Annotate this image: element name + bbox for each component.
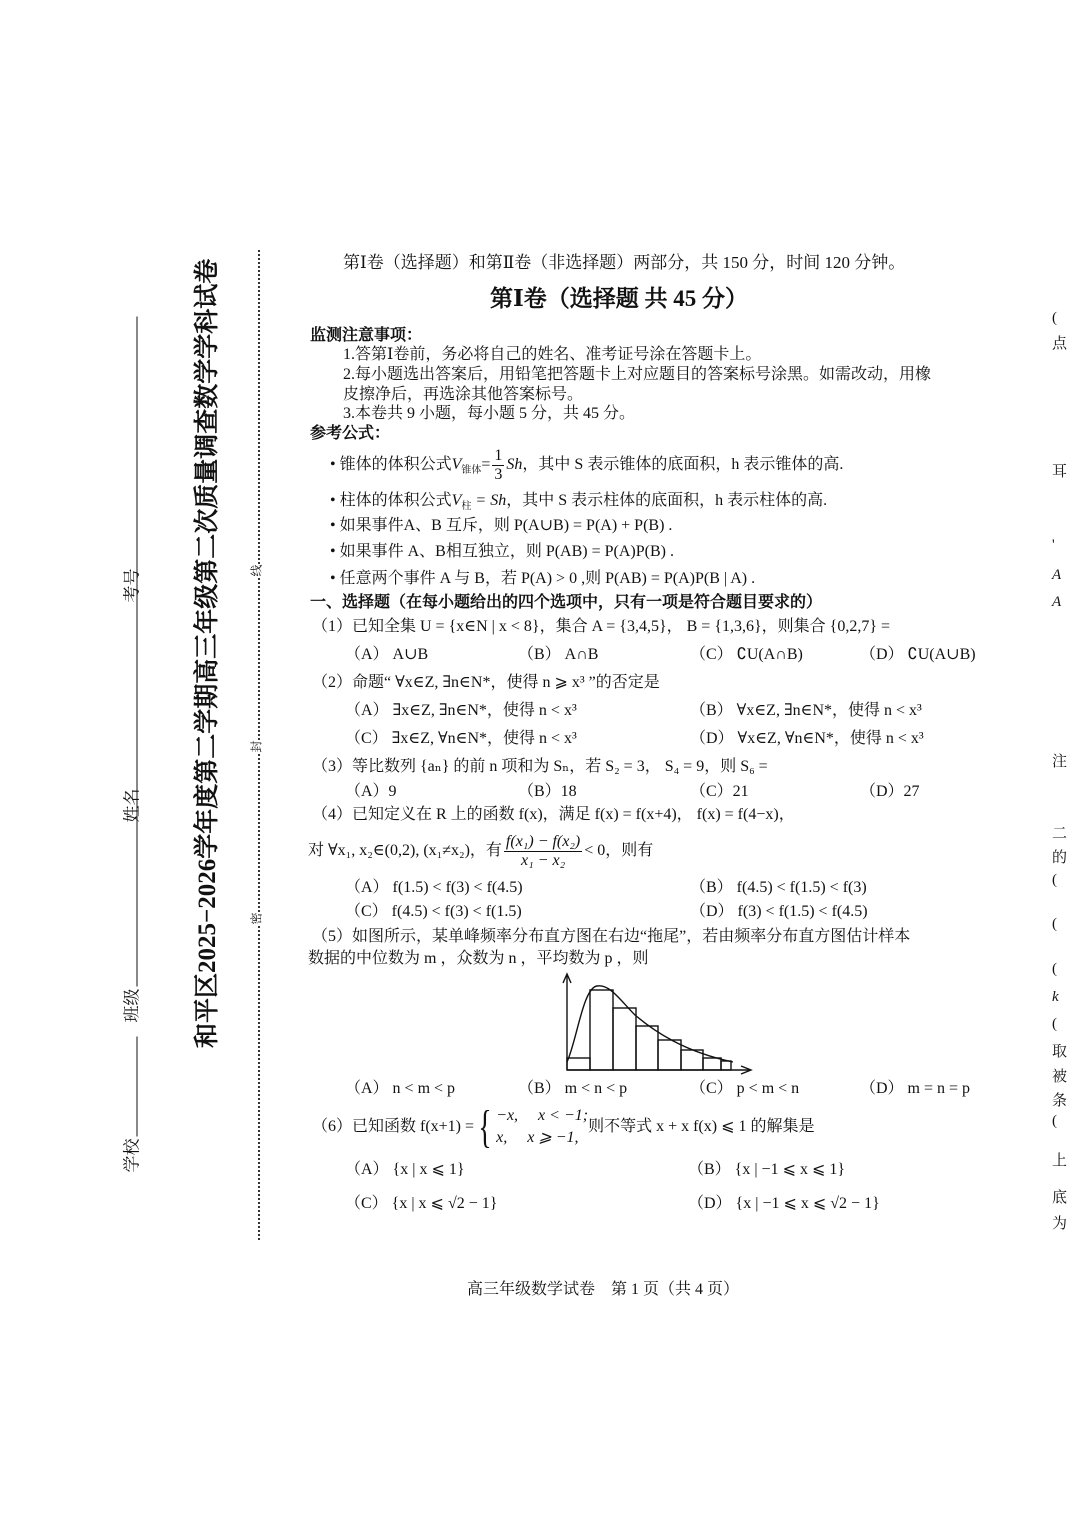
q3-option-d[interactable]: （D）27	[860, 783, 920, 800]
formulas-heading: 参考公式：	[310, 425, 391, 442]
fragment: (	[1052, 961, 1057, 977]
fragment: 被	[1052, 1069, 1068, 1085]
piecewise	[474, 1101, 589, 1153]
formula-text: ，其中 S 表示锥体的底面积，h 表示锥体的高.	[522, 456, 844, 473]
q2-option-a[interactable]: （A） ∃x∈Z, ∃n∈N*，使得 n < x³	[345, 702, 577, 719]
fragment: 耳	[1052, 464, 1068, 480]
q5-option-b[interactable]: （B） m < n < p	[518, 1080, 628, 1097]
q3-option-b[interactable]: （B）18	[518, 783, 577, 800]
q4-condition-text: < 0，则有	[584, 842, 654, 859]
formula-prism-volume	[330, 491, 827, 511]
q3-stem: （3）等比数列 {aₙ} 的前 n 项和为 Sₙ，若 S₂ = 3， S₄ = 9，则 S₆ =	[312, 758, 768, 775]
section-heading: 一、选择题（在每小题给出的四个选项中，只有一项是符合题目要求的）	[310, 594, 823, 611]
q6-stem-text: （6）已知函数 f(x+1) =	[312, 1118, 475, 1135]
q1-stem: （1）已知全集 U = {x∈N | x < 8}，集合 A = {3,4,5}， B = {1,3,6}，则集合 {0,2,7} =	[312, 618, 891, 635]
denominator: x₁ − x₂	[521, 851, 566, 869]
field-label: 姓名	[122, 788, 142, 823]
field-exam-number	[118, 303, 143, 603]
q5-option-d[interactable]: （D） m = n = p	[860, 1080, 971, 1097]
q5-stem-2: 数据的中位数为 m ，众数为 n ，平均数为 p ，则	[308, 950, 649, 967]
fragment: (	[1052, 872, 1057, 888]
fragment: A	[1052, 567, 1062, 583]
denominator: 3	[494, 465, 503, 483]
formula-text: • 柱体的体积公式	[330, 492, 452, 509]
page-footer: 高三年级数学试卷 第 1 页（共 4 页）	[467, 1281, 740, 1298]
exam-title-vertical: 和平区2025−2026学年度第二学期高三年级第二次质量调查数学学科试卷	[194, 258, 221, 1048]
q3-option-c[interactable]: （C）21	[690, 783, 749, 800]
fraction	[492, 447, 504, 484]
formula-conditional: • 任意两个事件 A 与 B，若 P(A) > 0 ,则 P(AB) = P(A)P(B | A) .	[330, 570, 756, 587]
fragment: (	[1052, 1113, 1057, 1129]
fragment: k	[1052, 989, 1059, 1005]
q2-option-b[interactable]: （B） ∀x∈Z, ∃n∈N*，使得 n < x³	[690, 702, 922, 719]
numerator: 1	[494, 446, 503, 464]
formula-sub: 柱	[461, 501, 472, 513]
histogram-bar	[721, 1061, 731, 1070]
q5-option-a[interactable]: （A） n < m < p	[345, 1080, 456, 1097]
fragment: 底	[1052, 1190, 1068, 1206]
q4-option-c[interactable]: （C） f(4.5) < f(3) < f(1.5)	[345, 903, 522, 920]
formula-eq: =	[481, 456, 491, 473]
histogram-bar	[590, 990, 613, 1070]
formula-text: • 锥体的体积公式	[330, 456, 452, 473]
formula-var: = Sh	[471, 492, 507, 509]
q4-fraction	[504, 833, 582, 870]
q6-option-d[interactable]: （D） {x | −1 ⩽ x ⩽ √2 − 1}	[688, 1195, 880, 1212]
notice-item: 1.答第Ⅰ卷前，务必将自己的姓名、准考证号涂在答题卡上。	[343, 346, 762, 363]
q5-option-c[interactable]: （C） p < m < n	[690, 1080, 800, 1097]
density-curve	[567, 986, 733, 1062]
seal-mark-mi: 密	[249, 912, 264, 925]
fragment: 取	[1052, 1044, 1068, 1060]
formula-cone-volume	[330, 446, 843, 484]
field-label: 考号	[122, 568, 142, 603]
histogram-bar	[636, 1026, 658, 1070]
fragment: 点	[1052, 336, 1068, 352]
q4-option-a[interactable]: （A） f(1.5) < f(3) < f(4.5)	[345, 879, 523, 896]
fragment: A	[1052, 594, 1062, 610]
q6-option-c[interactable]: （C） {x | x ⩽ √2 − 1}	[345, 1195, 498, 1212]
numerator: f(x₁) − f(x₂)	[505, 832, 581, 850]
histogram-bar	[567, 1058, 590, 1070]
exam-info: 第Ⅰ卷（选择题）和第Ⅱ卷（非选择题）两部分，共 150 分，时间 120 分钟。	[343, 253, 906, 272]
formula-var: V	[451, 456, 462, 473]
q1-option-c[interactable]: （C） ∁U(A∩B)	[690, 646, 803, 663]
q2-option-c[interactable]: （C） ∃x∈Z, ∀n∈N*，使得 n < x³	[345, 730, 577, 747]
fragment: (	[1052, 310, 1057, 326]
q4-condition-text: 对 ∀x₁, x₂∈(0,2), (x₁≠x₂)，有	[308, 842, 502, 859]
formula-var: V	[451, 492, 462, 509]
seal-mark-xian: 线	[249, 564, 264, 577]
histogram-bar	[703, 1058, 721, 1070]
q2-stem: （2）命题“ ∀x∈Z, ∃n∈N*，使得 n ⩾ x³ ”的否定是	[312, 674, 660, 691]
fragment: 为	[1052, 1216, 1068, 1232]
notice-heading: 监测注意事项：	[310, 327, 423, 344]
case: −x, x < −1;	[496, 1107, 589, 1125]
formula-text: ，其中 S 表示柱体的底面积，h 表示柱体的高.	[506, 492, 828, 509]
field-underline[interactable]	[125, 1037, 138, 1137]
fragment: '	[1052, 537, 1055, 553]
fragment: 的	[1052, 850, 1068, 866]
q5-histogram-figure	[555, 970, 755, 1080]
q3-option-a[interactable]: （A）9	[345, 783, 397, 800]
fragment: 条	[1052, 1093, 1068, 1109]
fragment: (	[1052, 916, 1057, 932]
field-label: 班级	[122, 988, 142, 1023]
q4-stem: （4）已知定义在 R 上的函数 f(x)，满足 f(x) = f(x+4)， f(x) = f(4−x)，	[312, 806, 795, 823]
q6-stem-text: 则不等式 x + x f(x) ⩽ 1 的解集是	[588, 1118, 815, 1135]
histogram-bar	[658, 1040, 681, 1070]
q4-condition	[308, 830, 653, 872]
field-underline[interactable]	[125, 317, 138, 567]
fragment: 二	[1052, 826, 1068, 842]
q1-option-a[interactable]: （A） A∪B	[345, 646, 429, 663]
field-school	[118, 1023, 143, 1173]
q2-option-d[interactable]: （D） ∀x∈Z, ∀n∈N*，使得 n < x³	[690, 730, 924, 747]
notice-item: 3.本卷共 9 小题，每小题 5 分，共 45 分。	[343, 405, 636, 422]
field-label: 学校	[122, 1138, 142, 1173]
formula-independent: • 如果事件 A、B相互独立，则 P(AB) = P(A)P(B) .	[330, 543, 674, 560]
q6-stem	[312, 1101, 815, 1153]
part-title: 第Ⅰ卷（选择题 共 45 分）	[490, 286, 749, 311]
fragment: 上	[1052, 1153, 1068, 1169]
notice-item: 皮擦净后，再选涂其他答案标号。	[343, 386, 584, 403]
formula-var: Sh	[506, 456, 523, 473]
seal-mark-feng: 封	[249, 740, 264, 753]
histogram-bar	[613, 1008, 636, 1070]
notice-item: 2.每小题选出答案后，用铅笔把答题卡上对应题目的答案标号涂黑。如需改动，用橡	[343, 366, 932, 383]
q6-option-b[interactable]: （B） {x | −1 ⩽ x ⩽ 1}	[688, 1161, 846, 1178]
formula-mutually-exclusive: • 如果事件A、B 互斥，则 P(A∪B) = P(A) + P(B) .	[330, 517, 673, 534]
q6-option-a[interactable]: （A） {x | x ⩽ 1}	[345, 1161, 465, 1178]
q1-option-b[interactable]: （B） A∩B	[518, 646, 599, 663]
q5-stem: （5）如图所示，某单峰频率分布直方图在右边“拖尾”，若由频率分布直方图估计样本	[312, 928, 911, 945]
case: x, x ⩾ −1,	[496, 1129, 579, 1147]
cases	[496, 1105, 588, 1149]
q4-option-b[interactable]: （B） f(4.5) < f(1.5) < f(3)	[690, 879, 867, 896]
brace-icon: {	[478, 1101, 492, 1153]
q4-option-d[interactable]: （D） f(3) < f(1.5) < f(4.5)	[690, 903, 868, 920]
fragment: 注	[1052, 754, 1068, 770]
formula-sub: 锥体	[461, 465, 482, 477]
fragment: (	[1052, 1016, 1057, 1032]
q1-option-d[interactable]: （D） ∁U(A∪B)	[860, 646, 976, 663]
